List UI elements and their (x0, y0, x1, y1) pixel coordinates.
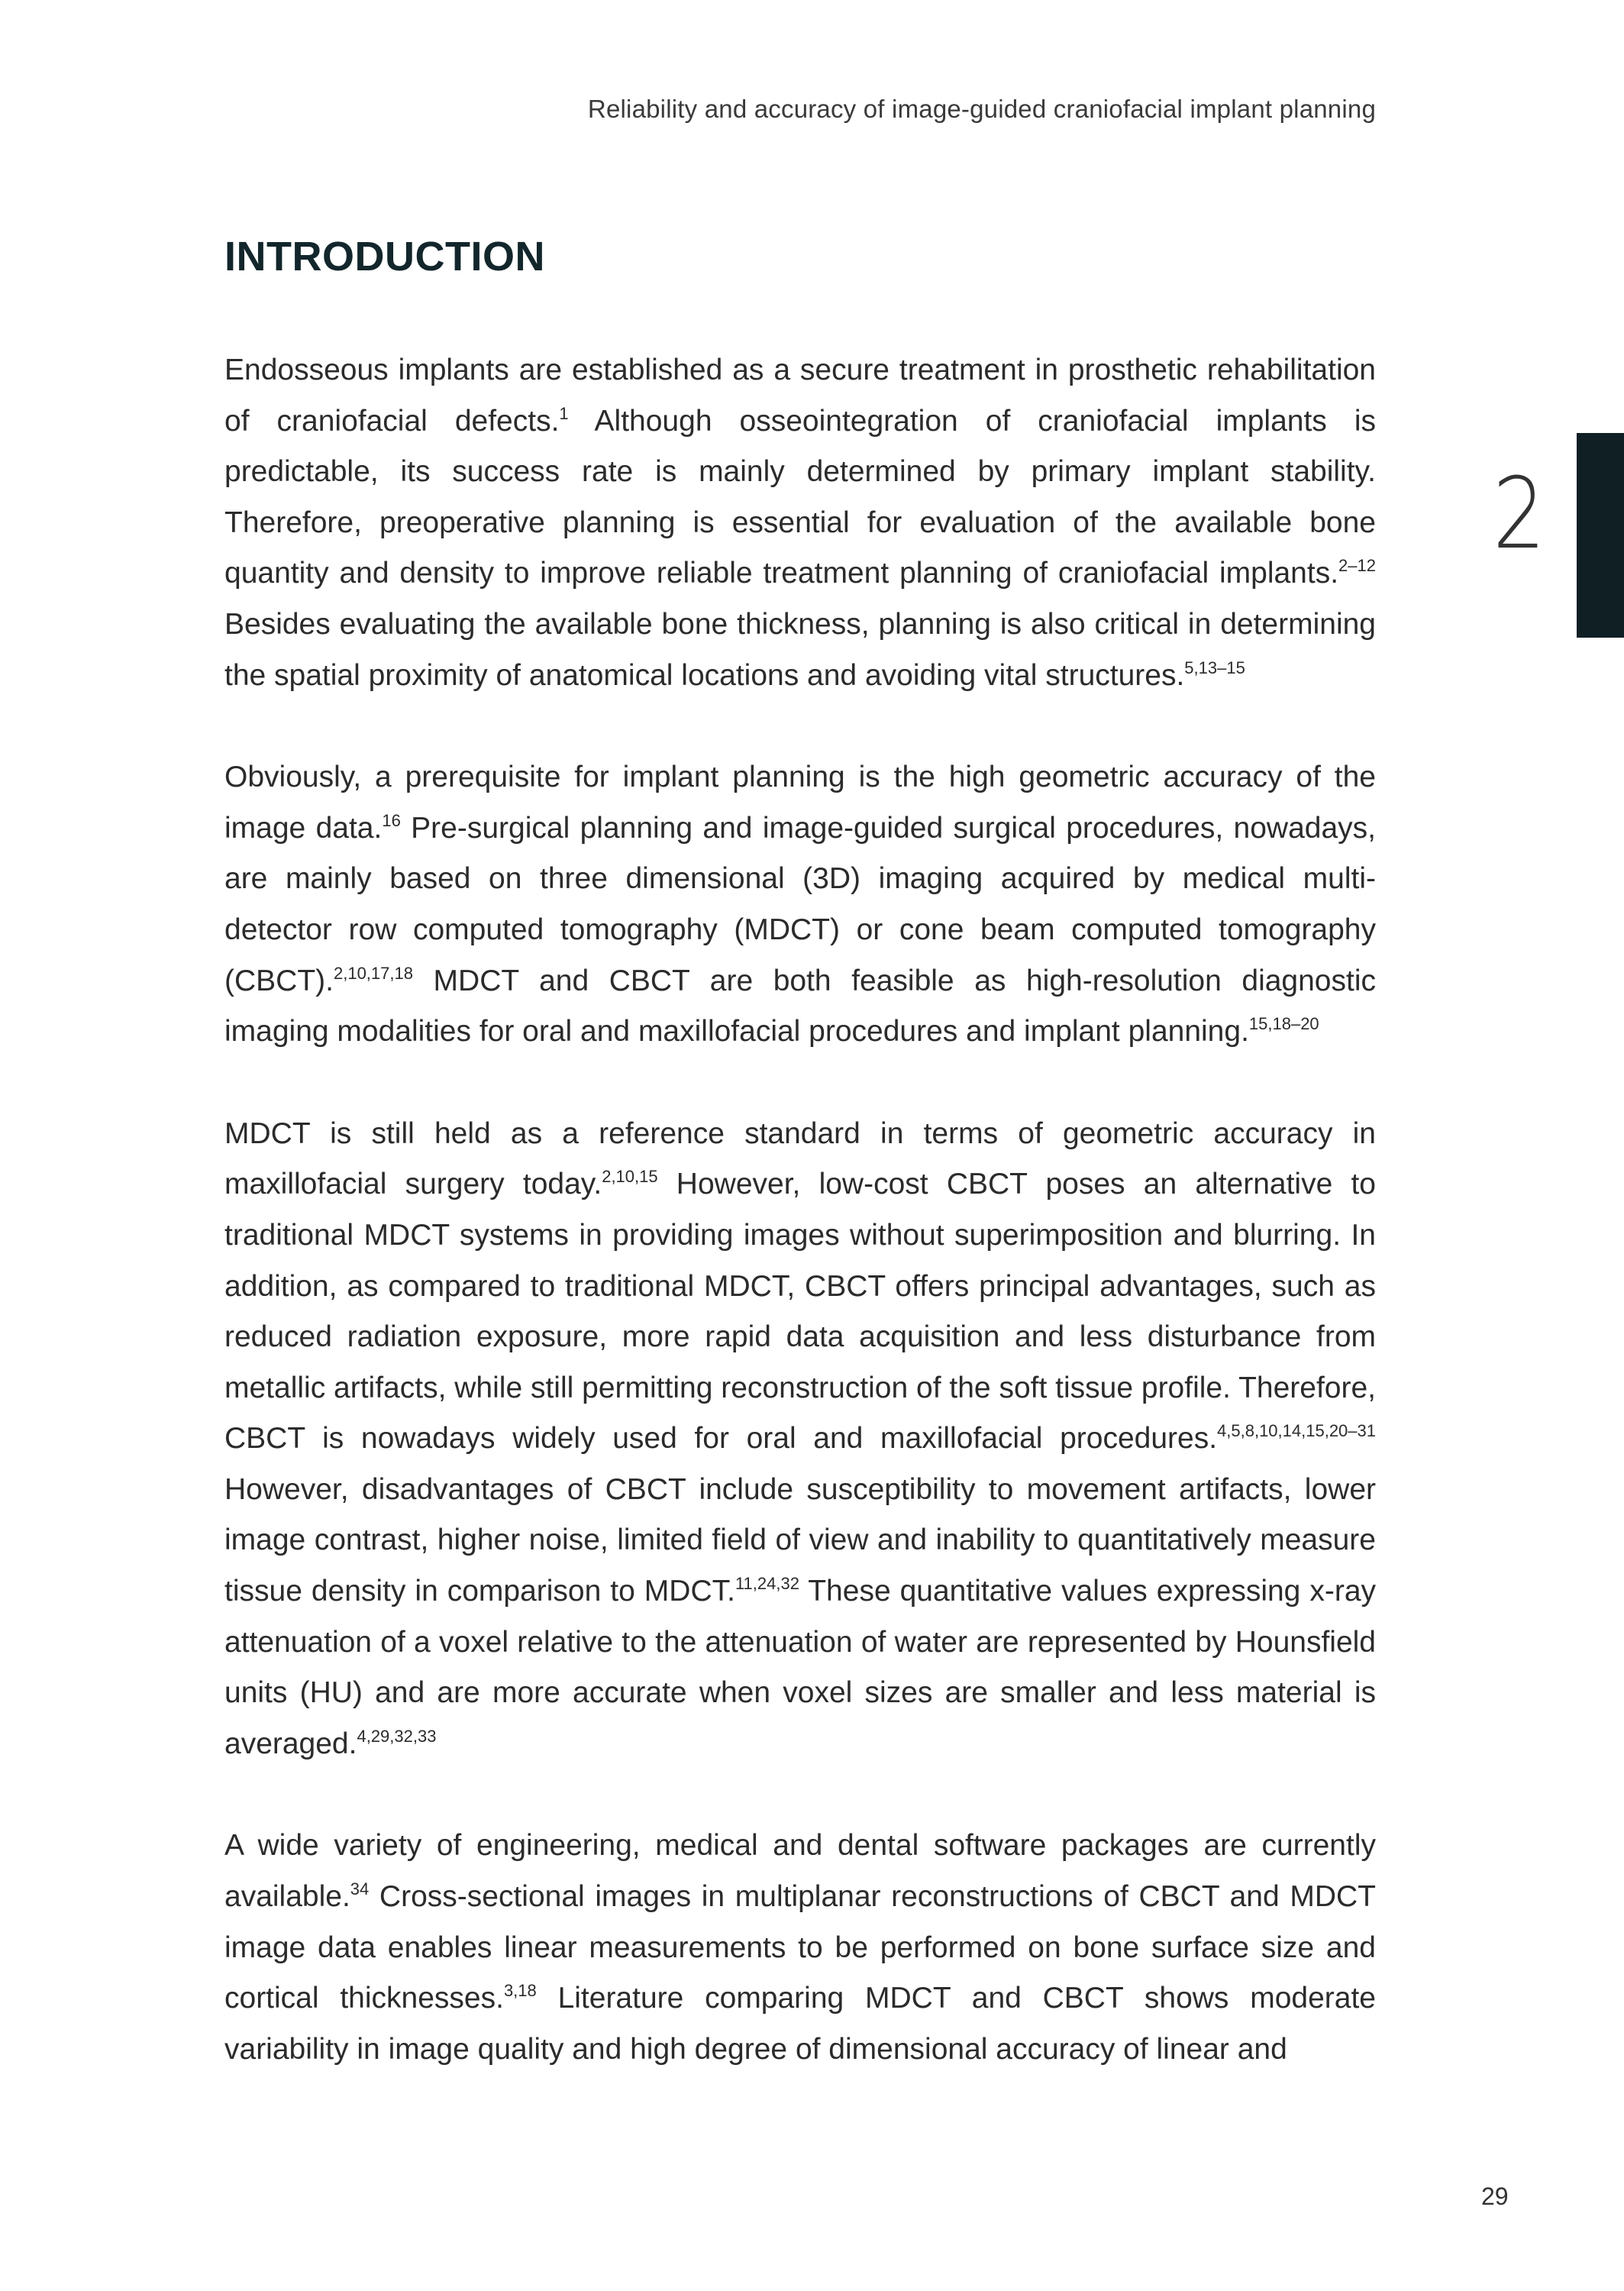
paragraph-text: Pre-surgical planning and image-guided surgical procedures, nowadays, are mainly based on three dimensional (3D) imaging acquired by medical multi-detector row computed tomography (MDCT) or cone beam computed tomography (CBCT). (224, 811, 1376, 997)
section-heading: INTRODUCTION (224, 234, 545, 280)
citation-reference: 1 (559, 403, 569, 423)
citation-reference: 4,5,8,10,14,15,20–31 (1217, 1421, 1376, 1441)
body-paragraph (224, 1109, 1376, 1770)
paragraph-text: Literature comparing MDCT and CBCT shows moderate variability in image quality and high degree of dimensional accuracy of linear and (224, 1982, 1376, 2066)
paragraph-container (224, 345, 1376, 2075)
paragraph-text: These quantitative values expressing x-ray attenuation of a voxel relative to the attenuation of water are represented by Hounsfield units (HU) and are more accurate when voxel sizes are smaller and less material is averaged. (224, 1575, 1377, 1760)
chapter-number: 2 (1493, 457, 1546, 571)
citation-reference: 2,10,17,18 (333, 963, 413, 983)
paragraph-text: Endosseous implants are established as a secure treatment in prosthetic rehabilitation of craniofacial defects. (224, 354, 1376, 438)
body-paragraph (224, 345, 1376, 701)
running-header: Reliability and accuracy of image-guided craniofacial implant planning (587, 95, 1376, 123)
body-paragraph (224, 752, 1376, 1058)
citation-reference: 3,18 (503, 1981, 537, 2001)
citation-reference: 2–12 (1338, 556, 1376, 576)
citation-reference: 15,18–20 (1248, 1014, 1319, 1034)
citation-reference: 2,10,15 (602, 1167, 658, 1187)
page-body (224, 226, 1376, 2126)
paragraph-text: Obviously, a prerequisite for implant planning is the high geometric accuracy of the image data. (224, 761, 1376, 845)
citation-reference: 4,29,32,33 (357, 1726, 437, 1746)
chapter-tab-marker (1577, 433, 1624, 638)
paragraph-text: However, low-cost CBCT poses an alternative to traditional MDCT systems in providing images without superimposition and blurring. In addition, as compared to traditional MDCT, CBCT offers principal advantages, such as reduced radiation exposure, more rapid data acquisition and less disturbance from metallic artifacts, while still permitting reconstruction of the soft tissue profile. Therefore, CBCT is nowadays widely used for oral and maxillofacial procedures. (224, 1168, 1376, 1456)
paragraph-text: Besides evaluating the available bone thickness, planning is also critical in determining the spatial proximity of anatomical locations and avoiding vital structures. (224, 607, 1376, 692)
paragraph-text: MDCT is still held as a reference standard in terms of geometric accuracy in maxillofacial surgery today. (224, 1116, 1376, 1201)
paragraph-text: MDCT and CBCT are both feasible as high-resolution diagnostic imaging modalities for oral and maxillofacial procedures and implant planning. (224, 964, 1376, 1049)
citation-reference: 16 (382, 810, 401, 830)
page-number: 29 (1481, 2183, 1509, 2210)
citation-reference: 11,24,32 (735, 1574, 799, 1594)
citation-reference: 34 (350, 1879, 370, 1899)
body-paragraph (224, 1821, 1376, 2075)
paragraph-text: Cross-sectional images in multiplanar reconstructions of CBCT and MDCT image data enables linear measurements to be performed on bone surface size and cortical thicknesses. (224, 1880, 1376, 2015)
paragraph-text: However, disadvantages of CBCT include susceptibility to movement artifacts, lower image contrast, higher noise, limited field of view and inability to quantitatively measure tissue density in comparison to MDCT. (224, 1472, 1376, 1608)
citation-reference: 5,13–15 (1184, 658, 1245, 677)
paragraph-text: Although osseointegration of craniofacial implants is predictable, its success rate is mainly determined by primary implant stability. Therefore, preoperative planning is essential for evaluation of the available bone quantity and density to improve reliable treatment planning of craniofacial implants. (224, 404, 1376, 590)
paragraph-text: A wide variety of engineering, medical and dental software packages are currently available. (224, 1829, 1376, 1914)
